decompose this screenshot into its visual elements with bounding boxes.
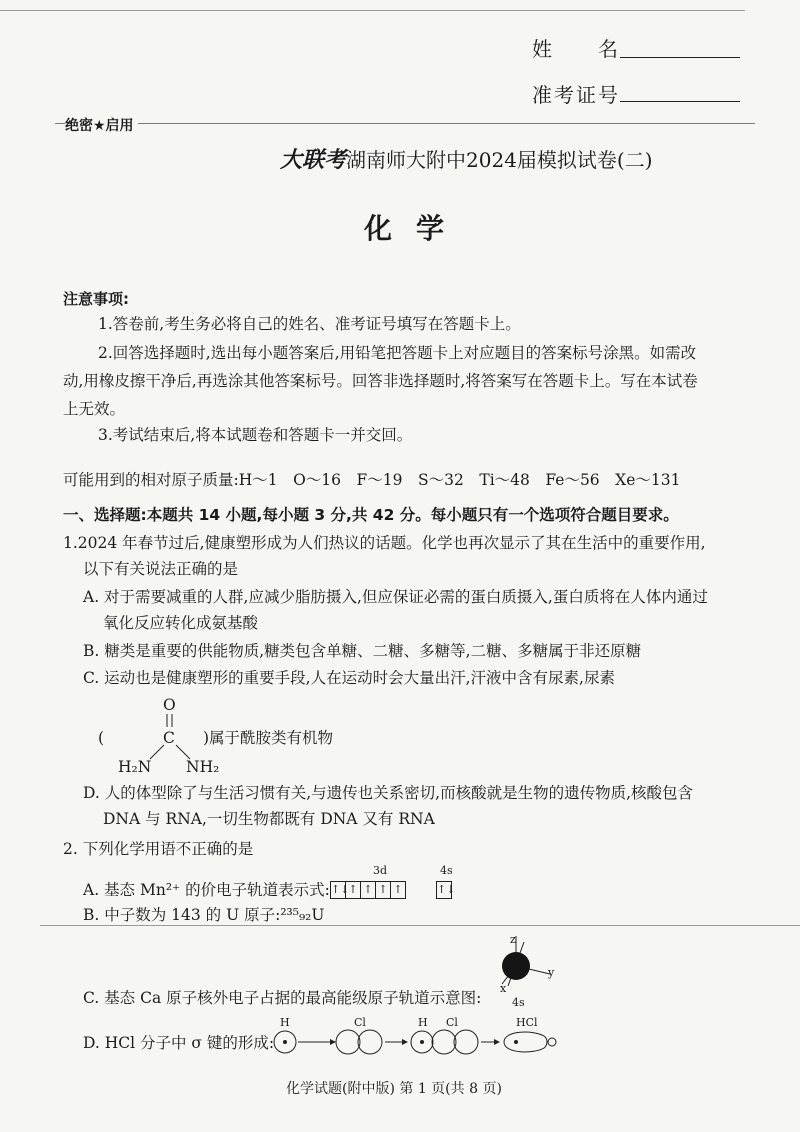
q1-stem-line1: 1.2024 年春节过后,健康塑形成为人们热议的话题。化学也再次显示了其在生活中的重要作用,: [63, 534, 706, 552]
q2-option-b: B. 中子数为 143 的 U 原子:²³⁵₉₂U: [83, 906, 325, 924]
hcl-label-h: H: [280, 1016, 290, 1029]
orbital-4s-box: [436, 878, 456, 899]
exam-number-label: 准考证号: [532, 83, 620, 107]
section-heading: 一、选择题:本题共 14 小题,每小题 3 分,共 42 分。每小题只有一个选项符合题目要求。: [63, 506, 679, 524]
orbital-3d-boxes: [330, 878, 405, 899]
q1-stem-line2: 以下有关说法正确的是: [83, 560, 239, 578]
brand-logo: 大联考: [280, 148, 347, 173]
top-border-line: [0, 10, 745, 11]
exam-number-field[interactable]: [620, 100, 740, 102]
page-footer: 化学试题(附中版) 第 1 页(共 8 页): [286, 1081, 502, 1097]
name-field[interactable]: [620, 56, 740, 58]
orbital-4s-label: 4s: [440, 864, 453, 877]
atomic-masses: 可能用到的相对原子质量:H～1 O～16 F～19 S～32 Ti～48 Fe～56 Xe～131: [63, 471, 681, 489]
q2-option-a: A. 基态 Mn²⁺ 的价电子轨道表示式:: [83, 881, 330, 899]
axis-y-label: y: [548, 966, 555, 979]
confidential-mark: 绝密★启用: [65, 115, 138, 135]
q1-option-c: C. 运动也是健康塑形的重要手段,人在运动时会大量出汗,汗液中含有尿素,尿素: [83, 669, 615, 687]
orbital-box: ↑↓: [330, 881, 346, 899]
q1-option-a: A. 对于需要减重的人群,应减少脂肪摄入,但应保证必需的蛋白质摄入,蛋白质将在人体内通过: [83, 588, 708, 606]
note-item-2: 2.回答选择题时,选出每小题答案后,用铅笔把答题卡上对应题目的答案标号涂黑。如需改: [98, 344, 697, 362]
axis-x-label: x: [500, 982, 507, 995]
notes-heading: 注意事项:: [63, 290, 129, 308]
orbital-box: ↑: [360, 881, 376, 899]
orbital-box: ↑↓: [436, 881, 452, 899]
axis-z-label: z: [510, 933, 516, 946]
note-item-3: 3.考试结束后,将本试题卷和答题卡一并交回。: [98, 426, 413, 444]
binding-line: [55, 123, 755, 124]
orbital-box: ↑: [375, 881, 391, 899]
urea-oxygen: O: [163, 696, 176, 714]
q2-option-c: C. 基态 Ca 原子核外电子占据的最高能级原子轨道示意图:: [83, 989, 482, 1007]
urea-carbon: C: [163, 729, 175, 747]
note-item-2-end: 上无效。: [63, 400, 126, 418]
s-orbital-diagram: [488, 930, 568, 1010]
name-label: 姓 名: [532, 37, 620, 61]
hcl-sigma-bond-diagram: [272, 1028, 562, 1058]
orbital-3d-label: 3d: [373, 864, 388, 877]
subject-title: 化学: [364, 212, 469, 245]
q1-option-d-cont: DNA 与 RNA,一切生物都既有 DNA 又有 RNA: [103, 810, 435, 828]
urea-amine-right: NH₂: [186, 758, 220, 776]
q1-option-d: D. 人的体型除了与生活习惯有关,与遗传也关系密切,而核酸就是生物的遗传物质,核酸包含: [83, 784, 694, 802]
q1-option-c-cont: )属于酰胺类有机物: [203, 729, 334, 747]
q1-option-a-cont: 氧化反应转化成氨基酸: [103, 614, 259, 632]
orbital-box: ↑: [390, 881, 406, 899]
hcl-label-hcl: HCl: [516, 1016, 538, 1029]
orbital-4s-caption: 4s: [512, 996, 525, 1009]
note-item-2-cont: 动,用橡皮擦干净后,再选涂其他答案标号。回答非选择题时,将答案写在答题卡上。写在本试卷: [63, 372, 698, 390]
note-item-1: 1.答卷前,考生务必将自己的姓名、准考证号填写在答题卡上。: [98, 315, 521, 333]
urea-structure: [98, 695, 378, 775]
hcl-label-cl2: Cl: [446, 1016, 458, 1029]
page-fold-line: [40, 925, 800, 926]
q1-option-b: B. 糖类是重要的供能物质,糖类包含单糖、二糖、多糖等,二糖、多糖属于非还原糖: [83, 642, 642, 660]
hcl-label-h2: H: [418, 1016, 428, 1029]
orbital-box: ↑: [345, 881, 361, 899]
urea-open-paren: (: [98, 729, 105, 747]
exam-title: [280, 143, 653, 174]
urea-amine-left: H₂N: [118, 758, 152, 776]
hcl-label-cl: Cl: [354, 1016, 366, 1029]
exam-title-text: 湖南师大附中2024届模拟试卷(二): [346, 148, 653, 172]
q2-option-d: D. HCl 分子中 σ 键的形成:: [83, 1034, 275, 1052]
q2-stem: 2. 下列化学用语不正确的是: [63, 840, 254, 858]
